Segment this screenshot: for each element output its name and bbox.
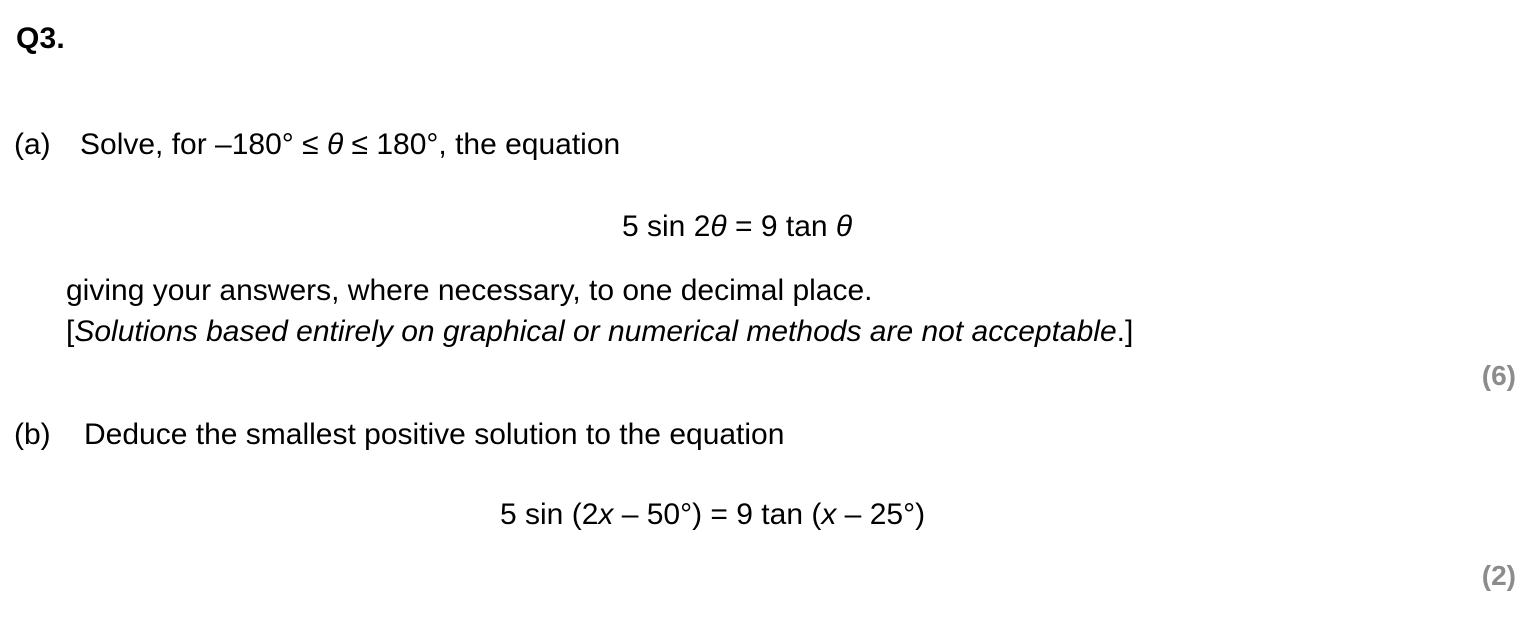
part-a-marker: (a) (14, 128, 51, 161)
part-b-prompt-text: Deduce the smallest positive solution to the equation (84, 418, 785, 451)
part-a-continuation-line-1: giving your answers, where necessary, to one decimal place. (66, 274, 873, 307)
part-a-italic-note: Solutions based entirely on graphical or numerical methods are not acceptable (74, 315, 1117, 348)
bracket-open: [ (66, 315, 75, 348)
part-a-prompt-text: Solve, for –180° ≤ θ ≤ 180°, the equation (80, 128, 621, 161)
part-a-prompt-line (14, 128, 620, 162)
part-b-marker: (b) (14, 418, 51, 451)
bracket-close: .] (1116, 315, 1134, 348)
part-a-continuation-line-2 (66, 315, 1133, 349)
part-b-marks: (2) (1481, 560, 1516, 591)
part-b-equation: 5 sin (2x – 50°) = 9 tan (x – 25°) (500, 498, 926, 531)
part-a-equation: 5 sin 2θ = 9 tan θ (622, 210, 853, 243)
question-number-label: Q3. (16, 22, 65, 55)
part-b-prompt-line (14, 418, 784, 452)
part-a-marks: (6) (1481, 360, 1516, 391)
